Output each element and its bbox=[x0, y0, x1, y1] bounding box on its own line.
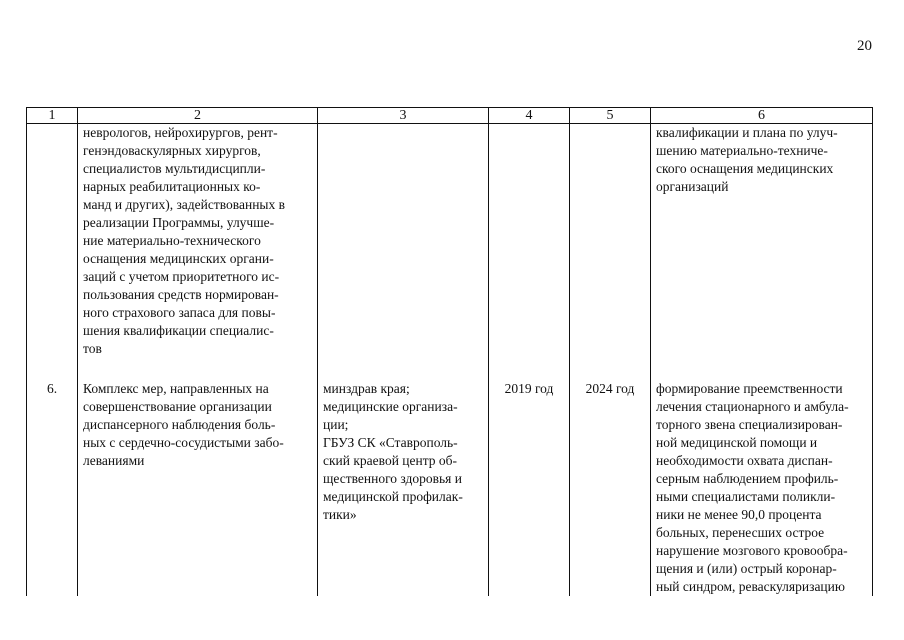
page-number: 20 bbox=[857, 38, 872, 54]
measures-table bbox=[26, 107, 872, 596]
measure-cell bbox=[78, 124, 318, 381]
measure-text: неврологов, нейрохирургов, рент- генэндоваскулярных хирургов, специалистов мультидисципли- нарных реабилитационных ко- манд и других), задействованных в реализации Программы, улучше- ние материально-технического оснащения медицинских органи- заций с учетом приоритетного ис- пользования средств нормирован- ного страхового запаса для повы- шения квалификации специалис- тов bbox=[83, 125, 285, 356]
result-cell bbox=[651, 124, 873, 381]
measure-text: Комплекс мер, направленных на совершенствование организации диспансерного наблюдения боль- ных с сердечно-сосудистыми забо- леваниями bbox=[83, 381, 284, 468]
table-header-row bbox=[27, 108, 873, 124]
end-year-cell: 2024 год bbox=[570, 380, 651, 596]
executor-cell bbox=[318, 380, 489, 596]
result-text: формирование преемственности лечения стационарного и амбула- торного звена специализирован- ной медицинской помощи и необходимости охвата диспан- серным наблюдением профиль- ными специалистами поликли- ники не менее 90,0 процента больных, перенесших острое нарушение мозгового кровообра- щения и (или) острый коронар- ный синдром, реваскуляризацию bbox=[656, 381, 849, 594]
column-header-3: 3 bbox=[318, 108, 489, 124]
table-row bbox=[27, 124, 873, 381]
column-header-4: 4 bbox=[489, 108, 570, 124]
result-text: квалификации и плана по улуч- шению материально-техниче- ского оснащения медицинских организаций bbox=[656, 125, 838, 194]
measure-cell bbox=[78, 380, 318, 596]
executor-text: минздрав края; медицинские организа- ции; ГБУЗ СК «Ставрополь- ский краевой центр об- щественного здоровья и медицинской профилак- тики» bbox=[323, 381, 463, 522]
end-year-cell bbox=[570, 124, 651, 381]
row-number bbox=[27, 124, 78, 381]
column-header-5: 5 bbox=[570, 108, 651, 124]
start-year-cell bbox=[489, 124, 570, 381]
start-year-cell: 2019 год bbox=[489, 380, 570, 596]
column-header-1: 1 bbox=[27, 108, 78, 124]
column-header-2: 2 bbox=[78, 108, 318, 124]
row-number: 6. bbox=[27, 380, 78, 596]
measures-table-grid bbox=[26, 107, 873, 596]
result-cell bbox=[651, 380, 873, 596]
column-header-6: 6 bbox=[651, 108, 873, 124]
executor-cell bbox=[318, 124, 489, 381]
table-row bbox=[27, 380, 873, 596]
